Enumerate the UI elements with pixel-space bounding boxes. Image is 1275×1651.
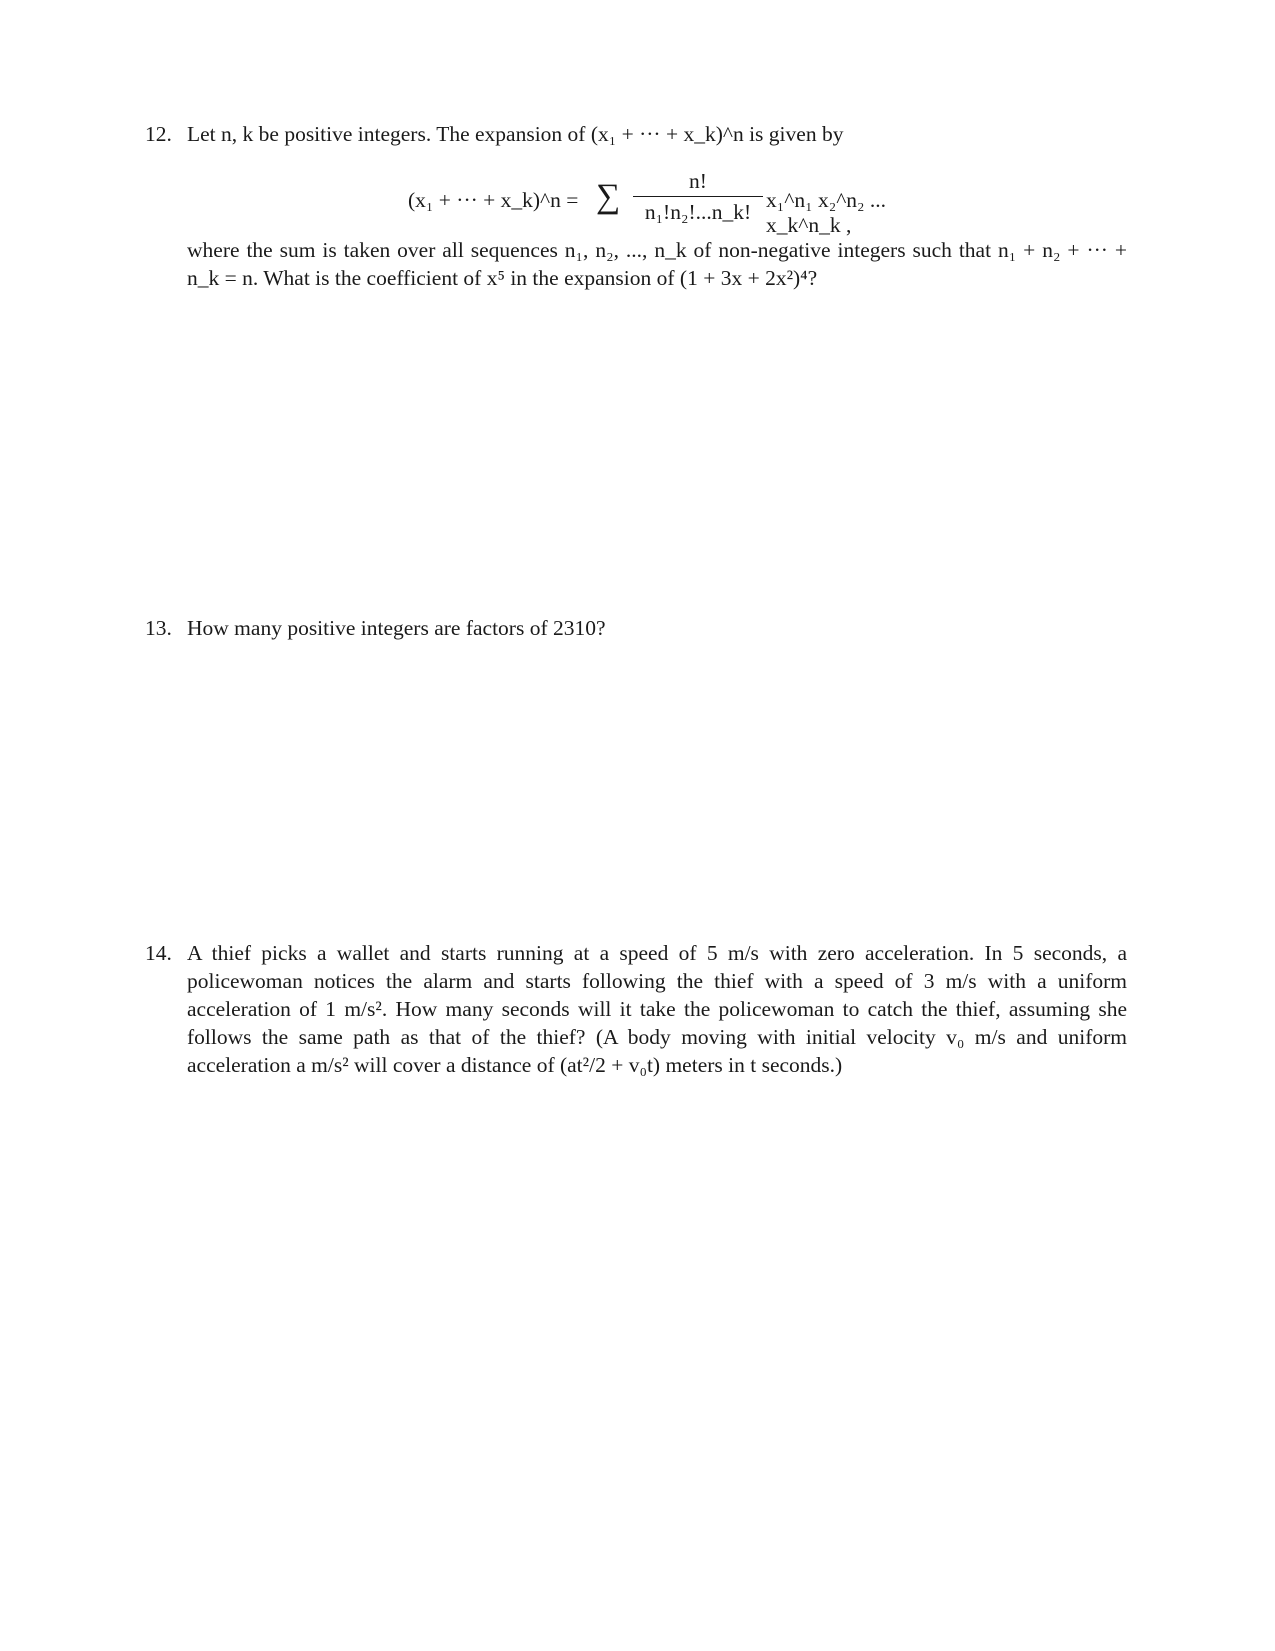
problem-number: 14. — [145, 941, 172, 965]
problem-12-continued — [145, 236, 1127, 292]
problem-number: 13. — [145, 616, 172, 640]
fraction-bar — [633, 196, 763, 197]
problem-14 — [145, 939, 1127, 1079]
fraction — [633, 168, 763, 225]
problem-text: where the sum is taken over all sequences n₁, n₂, ..., n_k of non-negative integers such that n₁ + n₂ + ··· + n_k = n. What is the coefficient of x⁵ in the expansion of (1 + 3x + 2x²)⁴? — [187, 238, 1127, 290]
formula-monomial: x₁^n₁ x₂^n₂ ... x_k^n_k , — [766, 188, 887, 237]
problem-text: How many positive integers are factors of 2310? — [187, 616, 606, 640]
problem-13 — [145, 614, 1127, 642]
summation-symbol: ∑ — [596, 178, 621, 215]
fraction-denominator: n₁!n₂!...n_k! — [644, 200, 752, 224]
problem-number: 12. — [145, 122, 172, 146]
problem-12 — [145, 120, 1127, 148]
fraction-numerator: n! — [689, 169, 707, 193]
problem-text: A thief picks a wallet and starts running at a speed of 5 m/s with zero acceleration. In 5 seconds, a policewoman notices the alarm and starts following the thief with a speed of 3 m/s with a uniform acceleration of 1 m/s². How many seconds will it take the policewoman to catch the thief, assuming she follows the same path as that of the thief? (A body moving with initial velocity v₀ m/s and uniform acceleration a m/s² will cover a distance of (at²/2 + v₀t) meters in t seconds.) — [187, 941, 1127, 1077]
problem-intro: Let n, k be positive integers. The expansion of (x₁ + ··· + x_k)^n is given by — [187, 122, 844, 146]
formula-lhs: (x₁ + ··· + x_k)^n = — [408, 188, 579, 212]
